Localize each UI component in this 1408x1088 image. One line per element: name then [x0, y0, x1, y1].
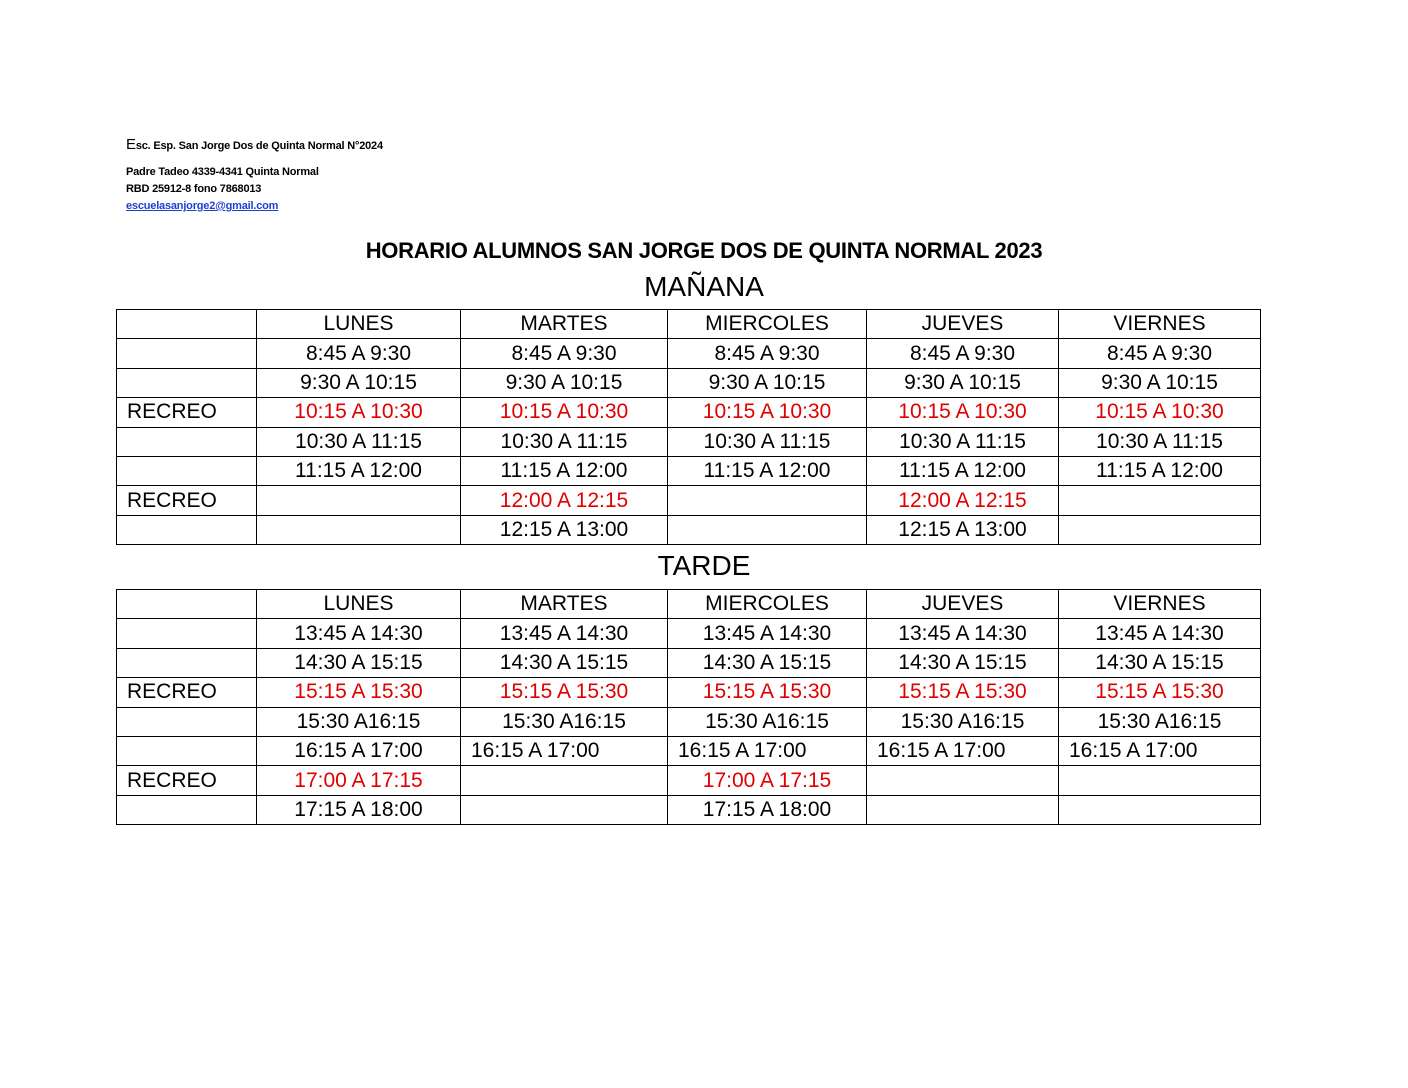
- time-cell: 17:15 A 18:00: [257, 795, 461, 824]
- row-label: RECREO: [117, 486, 257, 515]
- time-cell: 14:30 A 15:15: [668, 648, 867, 677]
- time-cell: 16:15 A 17:00: [867, 736, 1059, 765]
- time-cell: 8:45 A 9:30: [668, 339, 867, 368]
- header-row: [117, 310, 1261, 339]
- recreo-time-cell: 15:15 A 15:30: [1059, 678, 1261, 707]
- time-cell: [461, 795, 668, 824]
- header-row: [117, 590, 1261, 619]
- table-row: [117, 515, 1261, 544]
- school-name-initial: E: [126, 136, 136, 153]
- time-cell: 15:30 A16:15: [461, 707, 668, 736]
- time-cell: 15:30 A16:15: [668, 707, 867, 736]
- recreo-time-cell: 10:15 A 10:30: [867, 398, 1059, 427]
- time-cell: 14:30 A 15:15: [867, 648, 1059, 677]
- school-email-link[interactable]: escuelasanjorge2@gmail.com: [126, 200, 279, 212]
- time-cell: 13:45 A 14:30: [461, 619, 668, 648]
- recreo-time-cell: 17:00 A 17:15: [668, 766, 867, 795]
- row-label: RECREO: [117, 398, 257, 427]
- recreo-time-cell: [461, 766, 668, 795]
- table-row: [117, 619, 1261, 648]
- table-row: [117, 427, 1261, 456]
- day-header: JUEVES: [867, 310, 1059, 339]
- time-cell: 9:30 A 10:15: [867, 368, 1059, 397]
- table-row: [117, 678, 1261, 707]
- time-cell: 13:45 A 14:30: [257, 619, 461, 648]
- row-label: [117, 619, 257, 648]
- recreo-time-cell: 15:15 A 15:30: [461, 678, 668, 707]
- time-cell: 9:30 A 10:15: [257, 368, 461, 397]
- time-cell: [257, 515, 461, 544]
- schedule-table-tarde: [116, 589, 1261, 825]
- day-header: LUNES: [257, 590, 461, 619]
- page-title: HORARIO ALUMNOS SAN JORGE DOS DE QUINTA NORMAL 2023: [365, 238, 1043, 263]
- time-cell: 10:30 A 11:15: [257, 427, 461, 456]
- time-cell: 9:30 A 10:15: [461, 368, 668, 397]
- table-row: [117, 707, 1261, 736]
- time-cell: 10:30 A 11:15: [461, 427, 668, 456]
- time-cell: 12:15 A 13:00: [461, 515, 668, 544]
- section-heading-tarde: TARDE: [657, 550, 751, 581]
- time-cell: 16:15 A 17:00: [257, 736, 461, 765]
- recreo-time-cell: 15:15 A 15:30: [867, 678, 1059, 707]
- recreo-time-cell: 12:00 A 12:15: [461, 486, 668, 515]
- school-name: sc. Esp. San Jorge Dos de Quinta Normal N°2024: [135, 140, 383, 152]
- recreo-time-cell: 15:15 A 15:30: [668, 678, 867, 707]
- recreo-time-cell: 10:15 A 10:30: [461, 398, 668, 427]
- time-cell: 16:15 A 17:00: [461, 736, 668, 765]
- school-name-line: [126, 136, 383, 155]
- time-cell: 15:30 A16:15: [257, 707, 461, 736]
- table-row: [117, 486, 1261, 515]
- time-cell: 16:15 A 17:00: [1059, 736, 1261, 765]
- time-cell: 11:15 A 12:00: [668, 456, 867, 485]
- table-row: [117, 736, 1261, 765]
- row-label: [117, 736, 257, 765]
- row-label: [117, 515, 257, 544]
- recreo-time-cell: 17:00 A 17:15: [257, 766, 461, 795]
- row-label: RECREO: [117, 678, 257, 707]
- time-cell: 10:30 A 11:15: [668, 427, 867, 456]
- section-heading-manana: MAÑANA: [644, 271, 764, 302]
- table-row: [117, 398, 1261, 427]
- school-rbd-phone: RBD 25912-8 fono 7868013: [126, 183, 262, 195]
- recreo-time-cell: [257, 486, 461, 515]
- time-cell: [1059, 515, 1261, 544]
- table-row: [117, 339, 1261, 368]
- time-cell: 15:30 A16:15: [1059, 707, 1261, 736]
- time-cell: 8:45 A 9:30: [867, 339, 1059, 368]
- time-cell: 9:30 A 10:15: [668, 368, 867, 397]
- recreo-time-cell: [1059, 766, 1261, 795]
- time-cell: 14:30 A 15:15: [1059, 648, 1261, 677]
- day-header: MARTES: [461, 590, 668, 619]
- corner-cell: [117, 310, 257, 339]
- time-cell: [1059, 795, 1261, 824]
- row-label: [117, 648, 257, 677]
- row-label: RECREO: [117, 766, 257, 795]
- row-label: [117, 707, 257, 736]
- recreo-time-cell: 15:15 A 15:30: [257, 678, 461, 707]
- recreo-time-cell: 10:15 A 10:30: [257, 398, 461, 427]
- table-row: [117, 795, 1261, 824]
- corner-cell: [117, 590, 257, 619]
- time-cell: 12:15 A 13:00: [867, 515, 1059, 544]
- day-header: LUNES: [257, 310, 461, 339]
- day-header: MARTES: [461, 310, 668, 339]
- table-row: [117, 766, 1261, 795]
- time-cell: 8:45 A 9:30: [1059, 339, 1261, 368]
- table-row: [117, 368, 1261, 397]
- row-label: [117, 339, 257, 368]
- time-cell: 10:30 A 11:15: [1059, 427, 1261, 456]
- row-label: [117, 795, 257, 824]
- time-cell: 11:15 A 12:00: [867, 456, 1059, 485]
- time-cell: 15:30 A16:15: [867, 707, 1059, 736]
- day-header: VIERNES: [1059, 310, 1261, 339]
- schedule-table-manana: [116, 309, 1261, 545]
- time-cell: 14:30 A 15:15: [257, 648, 461, 677]
- time-cell: 11:15 A 12:00: [461, 456, 668, 485]
- day-header: MIERCOLES: [668, 590, 867, 619]
- time-cell: [867, 795, 1059, 824]
- recreo-time-cell: [668, 486, 867, 515]
- recreo-time-cell: [867, 766, 1059, 795]
- recreo-time-cell: 12:00 A 12:15: [867, 486, 1059, 515]
- time-cell: 8:45 A 9:30: [461, 339, 668, 368]
- time-cell: 13:45 A 14:30: [668, 619, 867, 648]
- day-header: JUEVES: [867, 590, 1059, 619]
- school-header: [126, 136, 383, 215]
- time-cell: 17:15 A 18:00: [668, 795, 867, 824]
- time-cell: 11:15 A 12:00: [1059, 456, 1261, 485]
- row-label: [117, 368, 257, 397]
- time-cell: 13:45 A 14:30: [867, 619, 1059, 648]
- school-address: Padre Tadeo 4339-4341 Quinta Normal: [126, 166, 319, 178]
- time-cell: 11:15 A 12:00: [257, 456, 461, 485]
- time-cell: 13:45 A 14:30: [1059, 619, 1261, 648]
- time-cell: 9:30 A 10:15: [1059, 368, 1261, 397]
- time-cell: 16:15 A 17:00: [668, 736, 867, 765]
- recreo-time-cell: [1059, 486, 1261, 515]
- row-label: [117, 456, 257, 485]
- table-row: [117, 456, 1261, 485]
- time-cell: 14:30 A 15:15: [461, 648, 668, 677]
- day-header: MIERCOLES: [668, 310, 867, 339]
- recreo-time-cell: 10:15 A 10:30: [668, 398, 867, 427]
- day-header: VIERNES: [1059, 590, 1261, 619]
- row-label: [117, 427, 257, 456]
- time-cell: 10:30 A 11:15: [867, 427, 1059, 456]
- recreo-time-cell: 10:15 A 10:30: [1059, 398, 1261, 427]
- time-cell: 8:45 A 9:30: [257, 339, 461, 368]
- table-row: [117, 648, 1261, 677]
- time-cell: [668, 515, 867, 544]
